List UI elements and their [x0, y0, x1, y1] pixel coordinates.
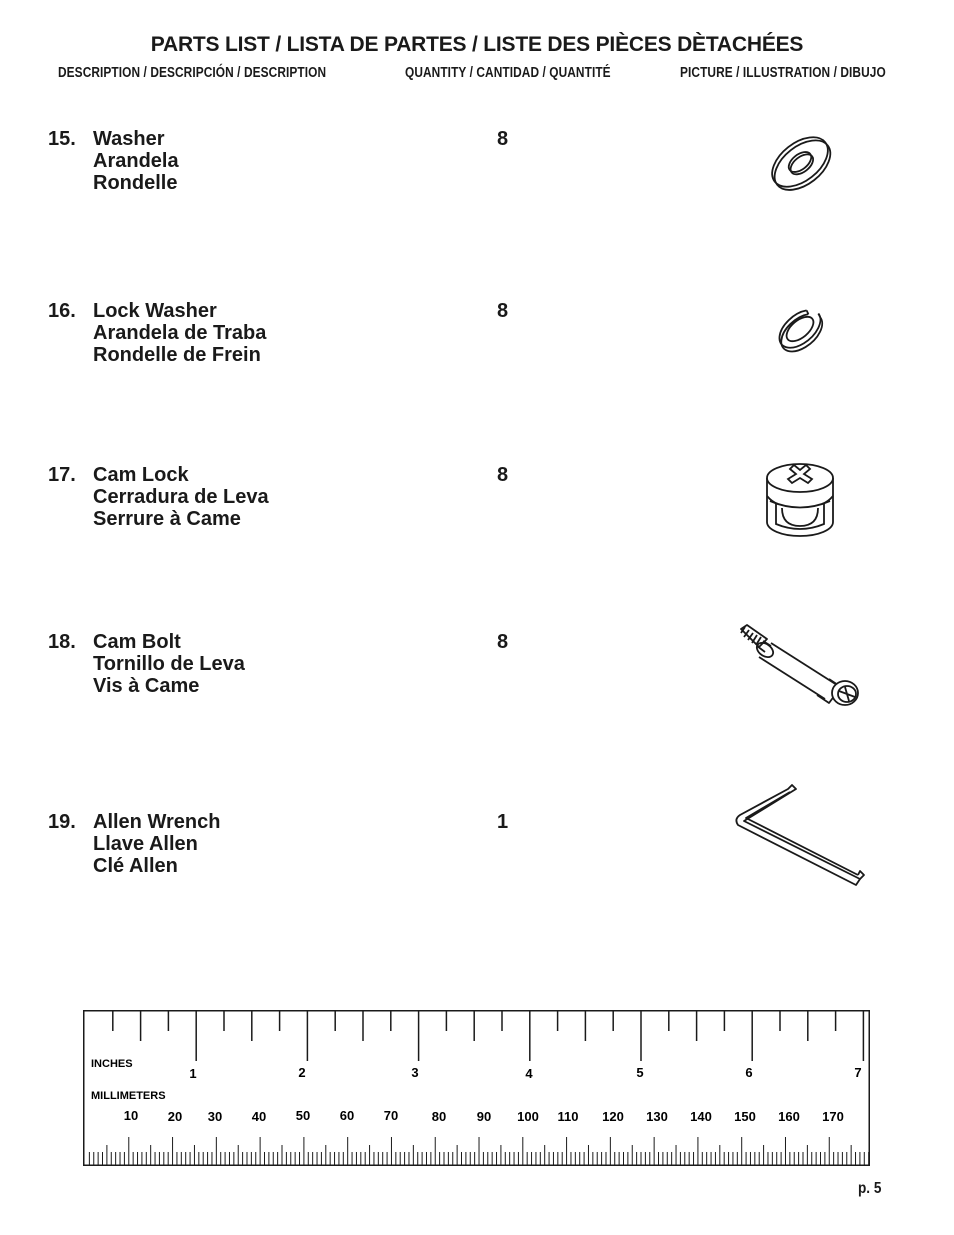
cam-bolt-icon	[733, 621, 865, 709]
washer-icon	[763, 128, 837, 194]
mm-label: 150	[734, 1109, 756, 1124]
inch-label: 5	[636, 1065, 644, 1080]
part-number: 19.	[48, 811, 76, 833]
mm-label: 30	[207, 1109, 223, 1124]
mm-label: 90	[476, 1109, 492, 1124]
cam-lock-icon	[764, 456, 836, 540]
part-number: 18.	[48, 631, 76, 653]
part-name-english: Allen Wrench	[93, 811, 221, 833]
part-name-english: Washer	[93, 128, 165, 150]
mm-label: 100	[517, 1109, 539, 1124]
part-number: 17.	[48, 464, 76, 486]
part-name-spanish: Arandela	[93, 150, 179, 172]
inch-label: 6	[745, 1065, 753, 1080]
mm-label: 80	[431, 1109, 447, 1124]
column-header-quantity: QUANTITY / CANTIDAD / QUANTITÉ	[405, 65, 611, 81]
allen-wrench-icon	[730, 781, 870, 891]
inch-label: 4	[525, 1066, 533, 1081]
mm-label: 50	[295, 1108, 311, 1123]
part-quantity: 8	[497, 128, 509, 150]
mm-label: 160	[778, 1109, 800, 1124]
part-name-spanish: Llave Allen	[93, 833, 198, 855]
part-number: 15.	[48, 128, 76, 150]
part-names	[93, 811, 220, 877]
part-names	[93, 300, 266, 366]
inch-label: 7	[854, 1065, 862, 1080]
part-name-spanish: Arandela de Traba	[93, 322, 267, 344]
part-name-english: Lock Washer	[93, 300, 217, 322]
part-name-french: Rondelle de Frein	[93, 344, 261, 366]
mm-label: 110	[557, 1109, 579, 1124]
mm-label: 170	[822, 1109, 844, 1124]
part-name-french: Vis à Came	[93, 675, 200, 697]
measuring-ruler	[83, 1010, 871, 1167]
inches-label: INCHES	[91, 1058, 133, 1070]
part-name-french: Clé Allen	[93, 855, 178, 877]
part-number: 16.	[48, 300, 76, 322]
lock-washer-icon	[772, 304, 828, 354]
part-quantity: 8	[497, 464, 509, 486]
ruler-border	[84, 1011, 870, 1166]
page-title: PARTS LIST / LISTA DE PARTES / LISTE DES PIÈCES DÈTACHÉES	[150, 33, 804, 56]
part-name-english: Cam Lock	[93, 464, 189, 486]
part-names	[93, 631, 245, 697]
column-header-description: DESCRIPTION / DESCRIPCIÓN / DESCRIPTION	[58, 65, 327, 81]
inch-label: 2	[298, 1065, 306, 1080]
mm-label: 70	[383, 1108, 399, 1123]
mm-label: 10	[123, 1108, 139, 1123]
part-name-spanish: Cerradura de Leva	[93, 486, 269, 508]
inch-label: 1	[189, 1066, 197, 1081]
part-quantity: 8	[497, 300, 509, 322]
inch-label: 3	[411, 1065, 419, 1080]
mm-label: 120	[602, 1109, 624, 1124]
mm-label: 40	[251, 1109, 267, 1124]
mm-label: 20	[167, 1109, 183, 1124]
page-number: p. 5	[858, 1180, 882, 1197]
part-name-french: Rondelle	[93, 172, 178, 194]
mm-label: 140	[690, 1109, 712, 1124]
part-quantity: 8	[497, 631, 509, 653]
mm-label: 130	[646, 1109, 668, 1124]
part-name-english: Cam Bolt	[93, 631, 181, 653]
part-name-french: Serrure à Came	[93, 508, 241, 530]
part-names	[93, 464, 269, 530]
column-header-picture: PICTURE / ILLUSTRATION / DIBUJO	[680, 65, 886, 81]
millimeters-label: MILLIMETERS	[91, 1090, 166, 1102]
part-names	[93, 128, 179, 194]
mm-label: 60	[339, 1108, 355, 1123]
part-quantity: 1	[497, 811, 509, 833]
part-name-spanish: Tornillo de Leva	[93, 653, 245, 675]
